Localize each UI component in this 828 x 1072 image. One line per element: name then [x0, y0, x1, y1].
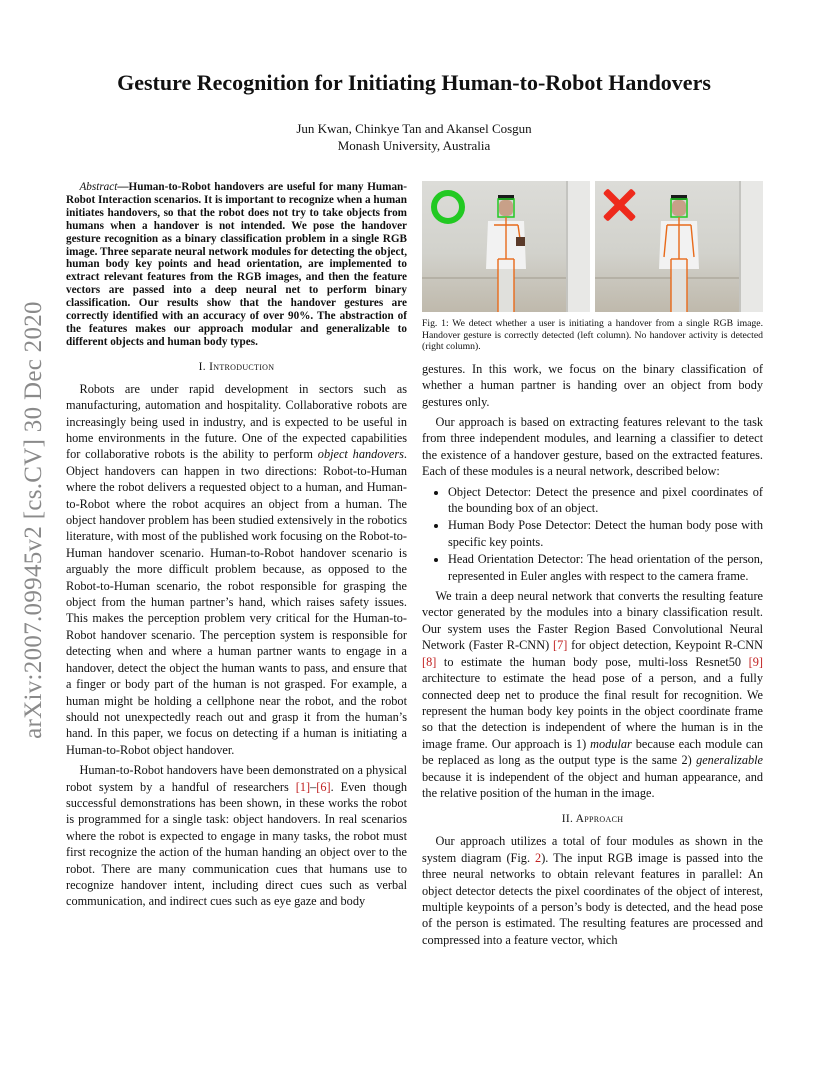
citation-link[interactable]: [6] [316, 779, 331, 794]
text-run: We train a deep neural network that converts the resulting feature vector generated by the modules into a binary classification result. Our system uses the Faster Region Based Convolutional Neural Network (Faster R-CNN) [422, 589, 763, 653]
photo-no-handover [595, 181, 763, 312]
abstract-label: Abstract [79, 181, 118, 193]
section-heading-approach: II. Approach [561, 813, 624, 826]
arxiv-identifier-text: arXiv:2007.09945v2 [cs.CV] 30 Dec 2020 [20, 301, 47, 739]
figure-1 [422, 181, 763, 312]
person-with-keypoints [655, 195, 703, 312]
right-column [422, 181, 763, 952]
figure-reference-link[interactable]: 2 [535, 850, 542, 865]
text-run: Robots are under rapid development in sectors such as manufacturing, automation and hospitality. Collaborative robots are increasingly being used in industry, and is expected to be useful in home environments in the future. One of the expected capabilities for collaborative robots is the ability to perform [66, 381, 407, 462]
text-run: – [310, 779, 317, 794]
module-list [422, 484, 763, 584]
text-run: . Even though successful demonstrations has been shown, in these works the robot is programmed for a single task: object handovers. In real scenarios where the robot is expected to engage in many tasks, the robot must first recognize the action of the human handing an object over to the robot. There are many communication cues that humans use to recognize handover intent, including direct cues such as verbal communication, and indirect cues such as eye gaze and body [66, 779, 407, 909]
text-run: Our approach utilizes a total of four modules as shown in the system diagram (Fig. [422, 834, 763, 865]
window [566, 181, 590, 312]
emphasis: modular [590, 736, 632, 751]
intro-paragraph-2 [66, 762, 407, 910]
right-paragraph-1: Our approach is based on extracting features relevant to the task from three independent modules, and learning a classifier to detect the existence of a handover gesture, based on the extracted features. Each of these modules is a neural network, described below: [422, 415, 763, 479]
right-paragraph-0: gestures. In this work, we focus on the binary classification of whether a human partner is handing over an object from body gestures only. [422, 361, 763, 409]
text-run: because each module can be replaced as long as the output type is the same 2) [422, 736, 763, 768]
abstract-text: —Human-to-Robot handovers are useful for many Human-Robot Interaction scenarios. It is important to recognize when a human initiates handovers, so that the robot does not try to take objects from humans when a handover is not intended. We pose the handover gesture recognition as a binary classification problem in a single RGB image. Three separate neural network modules for detecting the object, human body key points and head orientation, are implemented to extract relevant features from the RGB images, and then the feature vectors are passed into a deep neural net to perform binary classification. Our results show that the handover gestures are correctly identified with an accuracy of over 90%. The abstraction of the features makes our approach modular and generalizable to different objects and human body types. [66, 181, 407, 348]
section-heading-introduction: I. Introduction [198, 360, 275, 373]
right-paragraph-2 [422, 588, 763, 801]
emphasis: object handovers [317, 447, 404, 462]
citation-link[interactable]: [1] [295, 779, 311, 794]
list-item: • Head Orientation Detector: The head orientation of the person, represented in Euler angles with respect to the camera frame. [448, 551, 763, 584]
text-run: . Object handovers can happen in two directions: Robot-to-Human where the robot delivers a requested object to a human, and Human-to-Robot where the robot acquires an object from a human. The object handover problem has been studied extensively in the robotics literature, with most of the published work focusing on the Robot-to-Human handover scenario. Human-to-Robot handover scenario is arguably the more difficult problem because, as opposed to the Robot-to-Human scenario, the robot responsible for grasping the object from the human partner’s hand, which raises safety issues. This makes the perception problem very critical for the Human-to-Robot handover scenario. The perception system is responsible for detecting when and where a human partner wants to engage in a handover, detect the object the human wants to pass, and ensure that a finger or body part of the human is not grasped. For example, a human might be holding a cellphone near the robot, and the robot should not unexpectedly reach out and grasp it from the human’s hand. In this paper, we focus on detecting if a human is initiating a Human-to-Robot object handover. [66, 447, 407, 757]
author-block [60, 120, 768, 154]
photo-handover-detected [422, 181, 590, 312]
paper-title: Gesture Recognition for Initiating Human-to-Robot Handovers [117, 70, 711, 95]
text-run: Human-to-Robot handovers have been demonstrated on a physical robot system by a handful of researchers [66, 763, 407, 794]
arxiv-identifier [14, 280, 54, 760]
affiliation: Monash University, Australia [337, 138, 491, 153]
text-run: for object detection, Keypoint R-CNN [567, 638, 763, 653]
figure-1-caption: Fig. 1: We detect whether a user is initiating a handover from a single RGB image. Handover gesture is correctly detected (left column). No handover activity is detected (right column). [422, 318, 763, 353]
person-with-keypoints [482, 195, 530, 312]
left-column [66, 181, 407, 914]
cross-icon [601, 187, 637, 223]
citation-link[interactable]: [8] [422, 654, 437, 669]
emphasis: generalizable [696, 753, 763, 768]
intro-paragraph-1 [66, 381, 407, 758]
citation-link[interactable]: [9] [748, 654, 763, 669]
text-run: because it is independent of the object and human appearance, and the relative position of the human in the image. [422, 769, 763, 800]
text-run: ). The input RGB image is passed into the three neural networks to obtain relevant features in parallel: An object detector detects the pixel coordinates of the object of interest, multiple keypoints of a person’s body is detected, and the head pose of the person is estimated. The resulting features are processed and compressed into a feature vector, which [422, 850, 764, 947]
text-run: architecture to estimate the head pose of a person, and a fully connected deep net to produce the final result for recognition. We represent the human body key points in the object coordinate frame so that the detection is independent of where the human is in the image frame. Our approach is 1) [422, 671, 763, 751]
abstract [66, 181, 407, 349]
citation-link[interactable]: [7] [552, 638, 568, 653]
list-item: • Object Detector: Detect the presence and pixel coordinates of the bounding box of an object. [448, 484, 763, 517]
window [739, 181, 763, 312]
check-circle-icon [431, 190, 465, 224]
approach-paragraph-1 [422, 833, 763, 948]
list-item: • Human Body Pose Detector: Detect the human body pose with specific key points. [448, 517, 763, 550]
text-run: to estimate the human body pose, multi-loss Resnet50 [436, 654, 749, 669]
author-names: Jun Kwan, Chinkye Tan and Akansel Cosgun [296, 121, 532, 136]
